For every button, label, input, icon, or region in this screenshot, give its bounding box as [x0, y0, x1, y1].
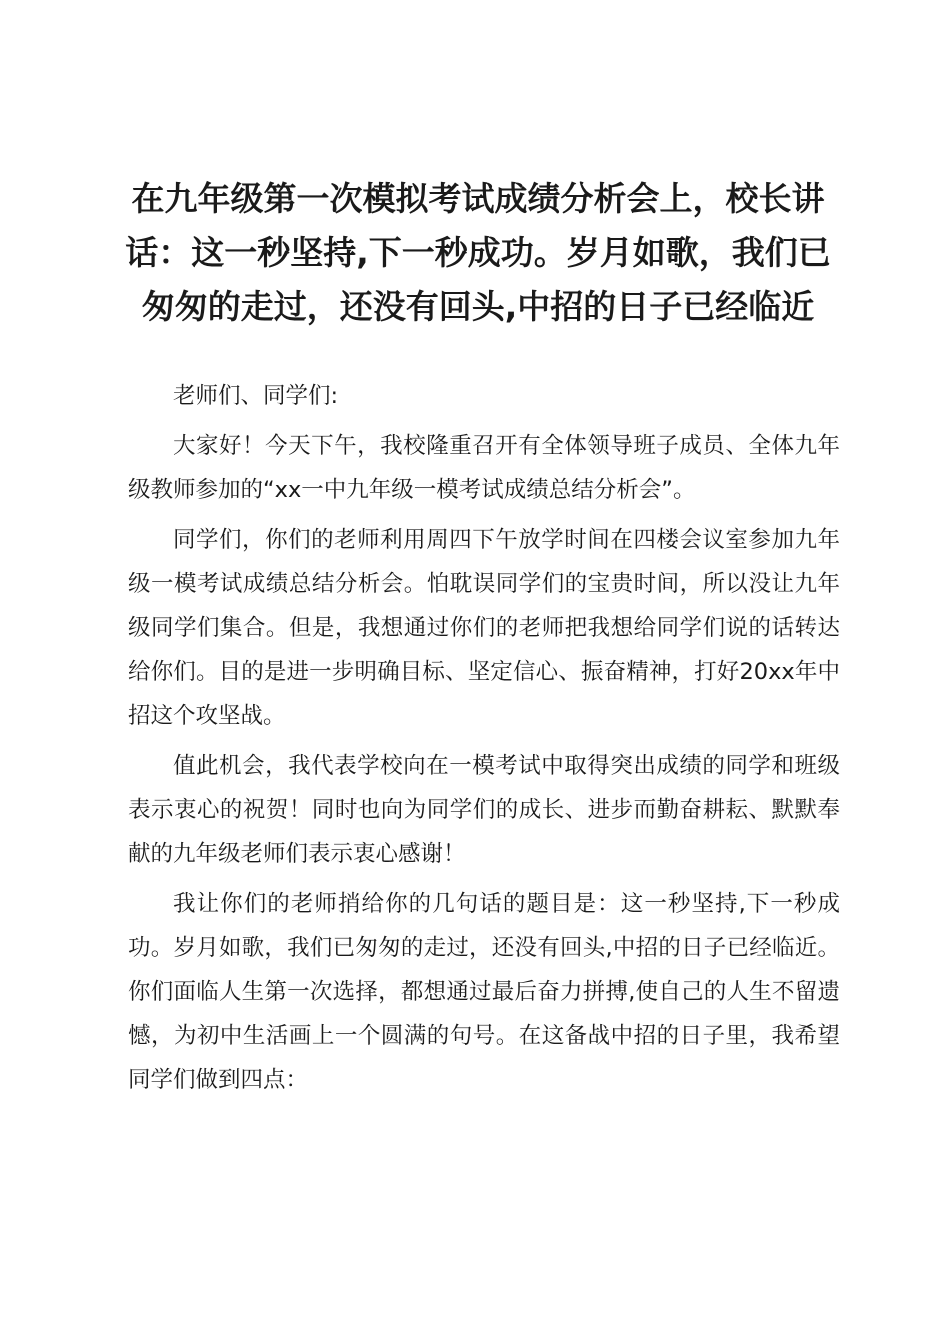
body-paragraph: 值此机会，我代表学校向在一模考试中取得突出成绩的同学和班级表示衷心的祝贺！同时也向为同学们的成长、进步而勤奋耕耘、默默奉献的九年级老师们表示衷心感谢！	[128, 753, 840, 867]
body-paragraph: 同学们，你们的老师利用周四下午放学时间在四楼会议室参加九年级一模考试成绩总结分析会。怕耽误同学们的宝贵时间，所以没让九年级同学们集合。但是，我想通过你们的老师把我想给同学们说的话转达给你们。目的是进一步明确目标、坚定信心、振奋精神，打好20xx年中招这个攻坚战。	[128, 527, 840, 729]
body-paragraph: 我让你们的老师捎给你的几句话的题目是：这一秒坚持,下一秒成功。岁月如歌，我们已匆匆的走过，还没有回头,中招的日子已经临近。你们面临人生第一次选择，都想通过最后奋力拼搏,使自己的人生不留遗憾，为初中生活画上一个圆满的句号。在这备战中招的日子里，我希望同学们做到四点：	[128, 891, 840, 1093]
document-title: 在九年级第一次模拟考试成绩分析会上，校长讲话：这一秒坚持,下一秒成功。岁月如歌，我们已匆匆的走过，还没有回头,中招的日子已经临近	[125, 179, 831, 326]
document-body	[128, 374, 840, 1102]
salutation-paragraph: 老师们、同学们:	[173, 383, 339, 409]
body-paragraph: 大家好！今天下午，我校隆重召开有全体领导班子成员、全体九年级教师参加的“xx一中九年级一模考试成绩总结分析会”。	[128, 433, 840, 503]
